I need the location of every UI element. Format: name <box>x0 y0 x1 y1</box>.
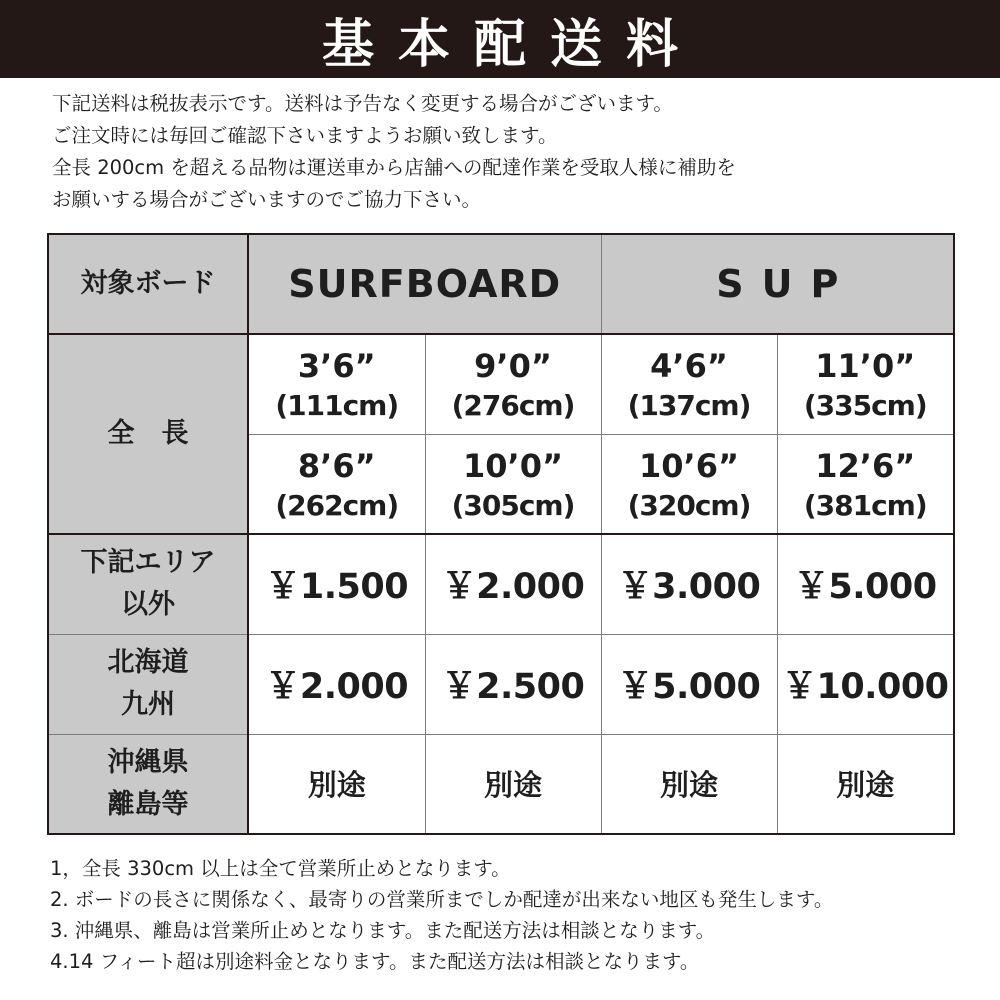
length-feet: 3’6” <box>297 347 376 386</box>
note-line: 全長 200cm を超える品物は運送車から店舗への配達作業を受取人様に補助を <box>52 156 736 179</box>
price-cell: 別途 <box>248 734 425 834</box>
length-feet: 8’6” <box>297 446 376 485</box>
length-cell <box>601 334 777 434</box>
region-label: 九州 <box>121 689 175 720</box>
length-row <box>48 334 954 434</box>
table-header-row <box>48 234 954 334</box>
region-label: 沖縄県 <box>107 746 189 778</box>
price-cell: ￥5.000 <box>601 634 777 734</box>
length-cm: (305cm) <box>451 488 575 522</box>
region-label: 下記エリア <box>80 547 216 579</box>
note-line: 下記送料は税抜表示です。送料は予告なく変更する場合がございます。 <box>52 92 673 115</box>
footnotes <box>50 853 990 977</box>
length-cm: (320cm) <box>627 488 751 522</box>
price-cell: ￥2.000 <box>425 534 601 634</box>
shipping-rate-table <box>47 233 955 835</box>
note-line: ご注文時には毎回ご確認下さいますようお願い致します。 <box>52 124 558 147</box>
note-line: お願いする場合がございますのでご協力下さい。 <box>52 188 482 211</box>
length-cm: (111cm) <box>275 389 399 423</box>
target-board-header: 対象ボード <box>48 234 248 334</box>
price-cell: 別途 <box>601 734 777 834</box>
length-cm: (137cm) <box>627 389 751 423</box>
region-row-other <box>48 534 954 634</box>
length-cell <box>425 434 601 534</box>
region-label: 離島等 <box>107 788 189 820</box>
sup-header <box>601 234 954 334</box>
length-cell <box>248 334 425 434</box>
length-cell <box>777 334 954 434</box>
intro-notes <box>52 88 982 216</box>
footnote: 4.14 フィート超は別途料金となります。また配送方法は相談となります。 <box>50 950 700 973</box>
price-cell: ￥10.000 <box>777 634 954 734</box>
length-feet: 10’0” <box>463 446 563 485</box>
price-cell: ￥1.500 <box>248 534 425 634</box>
length-feet: 12’6” <box>815 446 916 485</box>
region-label: 北海道 <box>107 647 189 678</box>
region-header <box>48 534 248 634</box>
region-header <box>48 734 248 834</box>
length-feet: 4’6” <box>650 347 728 386</box>
sup-header-label: SUP <box>716 262 857 306</box>
length-cm: (335cm) <box>803 389 927 423</box>
length-cm: (262cm) <box>275 488 399 522</box>
price-cell: 別途 <box>425 734 601 834</box>
page-title: 基本配送料 <box>321 14 702 75</box>
length-feet: 9’0” <box>474 347 552 386</box>
length-cell <box>425 334 601 434</box>
region-label: 以外 <box>121 589 175 621</box>
region-row-hokkaido-kyushu <box>48 634 954 734</box>
region-row-okinawa <box>48 734 954 834</box>
price-cell: 別途 <box>777 734 954 834</box>
header-banner <box>0 0 1000 78</box>
price-cell: ￥2.500 <box>425 634 601 734</box>
surfboard-header: SURFBOARD <box>248 234 601 334</box>
region-header <box>48 634 248 734</box>
length-feet: 11’0” <box>815 347 916 386</box>
length-cell <box>248 434 425 534</box>
footnote: 3. 沖縄県、離島は営業所止めとなります。また配送方法は相談となります。 <box>50 919 716 942</box>
length-cm: (276cm) <box>451 389 575 423</box>
price-cell: ￥5.000 <box>777 534 954 634</box>
footnote: 2. ボードの長さに関係なく、最寄りの営業所までしか配達が出来ない地区も発生します。 <box>50 888 834 911</box>
footnote: 1，全長 330cm 以上は全て営業所止めとなります。 <box>50 857 511 880</box>
length-header: 全 長 <box>48 334 248 534</box>
price-cell: ￥3.000 <box>601 534 777 634</box>
length-cell <box>777 434 954 534</box>
length-cm: (381cm) <box>803 488 927 522</box>
length-cell <box>601 434 777 534</box>
price-cell: ￥2.000 <box>248 634 425 734</box>
length-feet: 10’6” <box>639 446 739 485</box>
